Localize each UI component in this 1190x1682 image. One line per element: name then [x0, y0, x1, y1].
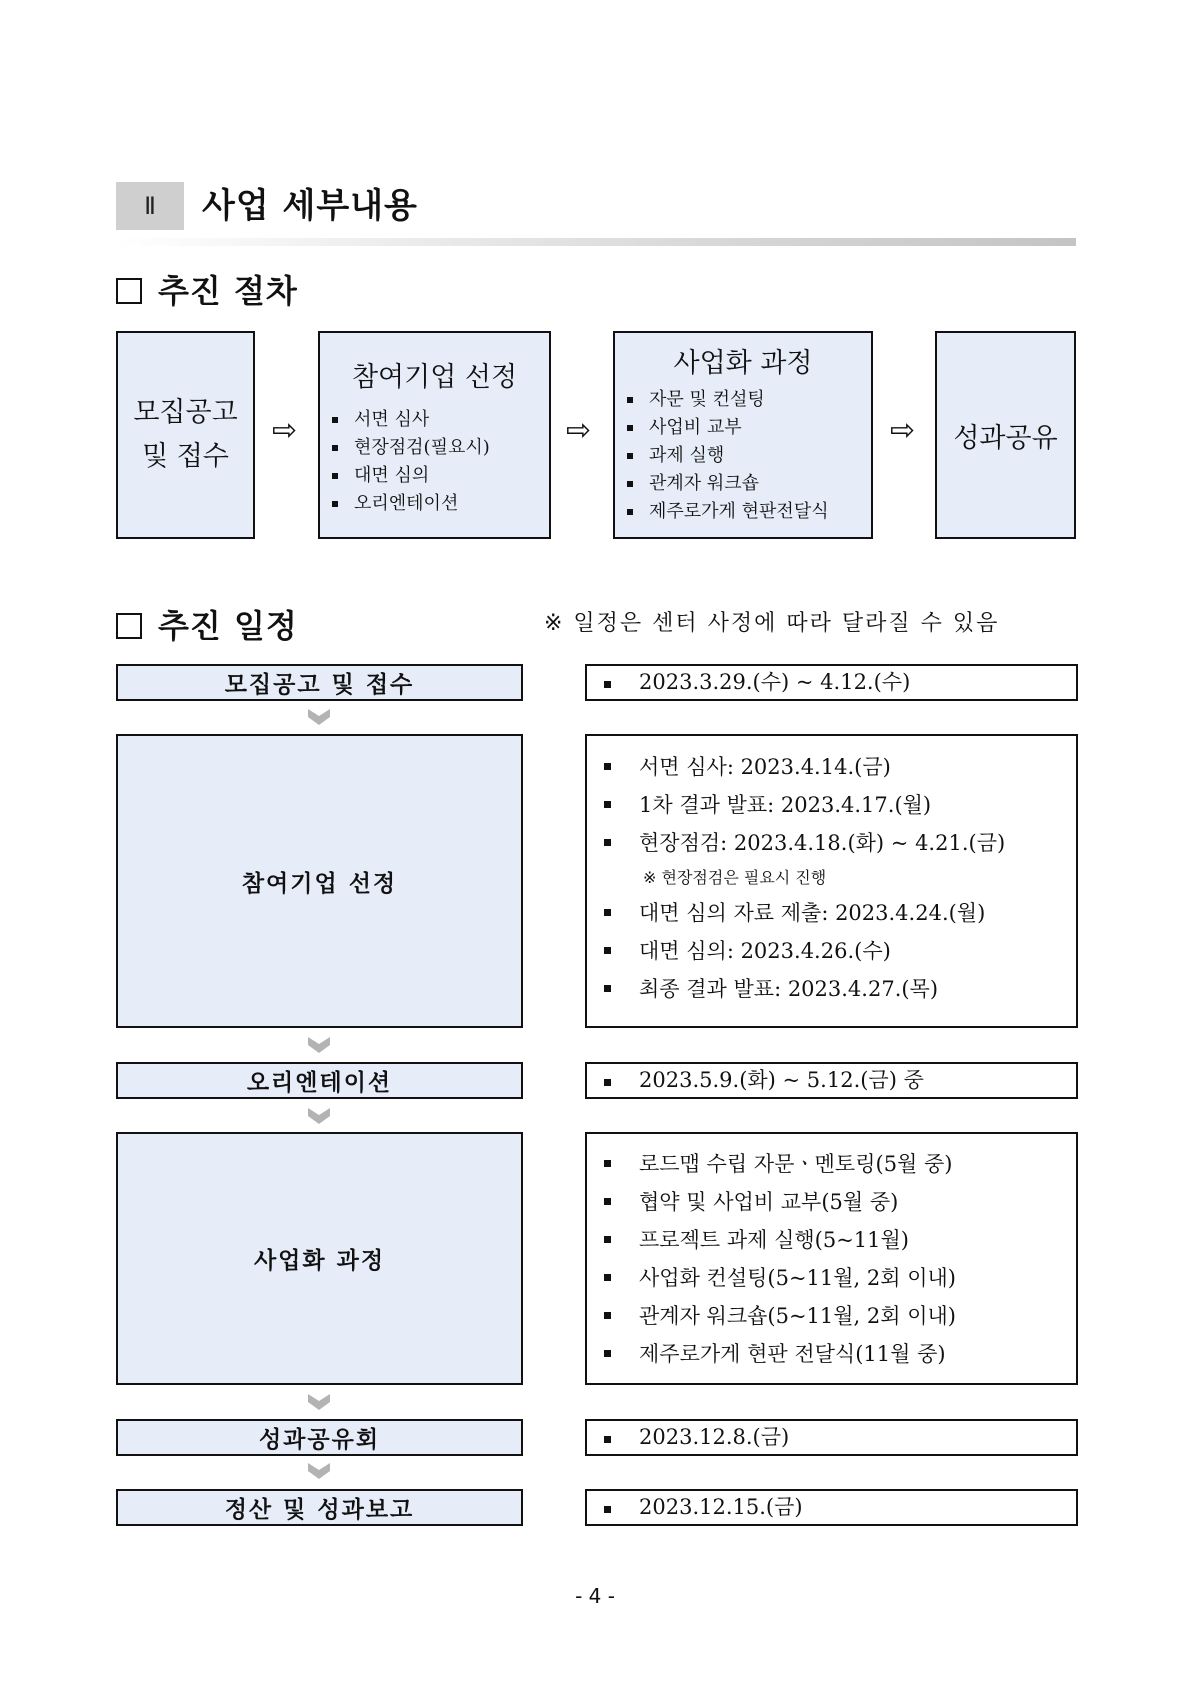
schedule-details	[585, 1419, 1078, 1456]
schedule-details	[585, 1062, 1078, 1099]
right-arrow-icon: ⇨	[566, 413, 592, 448]
list-item: 2023.12.8.(금)	[587, 1421, 1076, 1453]
procedure-step-items	[615, 386, 871, 526]
schedule-details	[585, 1132, 1078, 1385]
list-item: 오리엔테이션	[320, 490, 549, 518]
list-item: 자문 및 컨설팅	[615, 386, 871, 414]
list-item: 프로젝트 과제 실행(5~11월)	[587, 1221, 1076, 1259]
schedule-details	[585, 664, 1078, 701]
checkbox-square-icon	[116, 613, 142, 639]
chevron-down-icon	[307, 1036, 331, 1054]
right-arrow-icon: ⇨	[272, 413, 298, 448]
procedure-step-recruit	[116, 331, 255, 539]
schedule-details	[585, 1489, 1078, 1526]
list-item: 대면 심의 자료 제출: 2023.4.24.(월)	[587, 894, 1076, 932]
schedule-stage: 모집공고 및 접수	[116, 664, 523, 701]
list-item: 사업비 교부	[615, 414, 871, 442]
list-note: ※ 현장점검은 필요시 진행	[643, 868, 827, 887]
section-header	[116, 182, 1076, 252]
procedure-heading-text: 추진 절차	[158, 272, 298, 310]
schedule-stage: 참여기업 선정	[116, 734, 523, 1028]
list-item: 과제 실행	[615, 442, 871, 470]
schedule-heading-text: 추진 일정	[158, 607, 298, 645]
procedure-heading	[116, 266, 298, 312]
chevron-down-icon	[307, 1393, 331, 1411]
procedure-step-items	[320, 406, 549, 518]
chevron-down-icon	[307, 1107, 331, 1125]
list-item: 사업화 컨설팅(5~11월, 2회 이내)	[587, 1259, 1076, 1297]
list-item: 서면 심사	[320, 406, 549, 434]
section-number: Ⅱ	[116, 182, 184, 230]
procedure-step-title: 모집공고 및 접수	[133, 397, 238, 472]
list-item: 현장점검: 2023.4.18.(화) ~ 4.21.(금)	[587, 824, 1076, 862]
procedure-step-title: 참여기업 선정	[351, 362, 518, 393]
schedule-stage: 사업화 과정	[116, 1132, 523, 1385]
chevron-down-icon	[307, 708, 331, 726]
list-item: 2023.3.29.(수) ~ 4.12.(수)	[587, 666, 1076, 698]
chevron-down-icon	[307, 1462, 331, 1480]
schedule-stage: 성과공유회	[116, 1419, 523, 1456]
list-item: 대면 심의: 2023.4.26.(수)	[587, 932, 1076, 970]
procedure-step-sharing	[935, 331, 1076, 539]
schedule-heading	[116, 601, 298, 647]
list-item: 현장점검(필요시)	[320, 434, 549, 462]
checkbox-square-icon	[116, 278, 142, 304]
list-item: 제주로가게 현판전달식	[615, 498, 871, 526]
procedure-step-selection	[318, 331, 551, 539]
list-item: 관계자 워크숍(5~11월, 2회 이내)	[587, 1297, 1076, 1335]
section-rule	[116, 238, 1076, 246]
schedule-stage: 정산 및 성과보고	[116, 1489, 523, 1526]
schedule-stage: 오리엔테이션	[116, 1062, 523, 1099]
list-item: 로드맵 수립 자문ㆍ멘토링(5월 중)	[587, 1145, 1076, 1183]
list-item: 2023.5.9.(화) ~ 5.12.(금) 중	[587, 1064, 1076, 1096]
list-item: 관계자 워크숍	[615, 470, 871, 498]
page-number: - 4 -	[575, 1584, 615, 1608]
list-item: 협약 및 사업비 교부(5월 중)	[587, 1183, 1076, 1221]
list-item: 1차 결과 발표: 2023.4.17.(월)	[587, 786, 1076, 824]
right-arrow-icon: ⇨	[890, 413, 916, 448]
procedure-step-commercialization	[613, 331, 873, 539]
list-item: 대면 심의	[320, 462, 549, 490]
list-item: 최종 결과 발표: 2023.4.27.(목)	[587, 970, 1076, 1008]
list-item: 제주로가게 현판 전달식(11월 중)	[587, 1335, 1076, 1373]
schedule-details	[585, 734, 1078, 1028]
list-item: 서면 심사: 2023.4.14.(금)	[587, 748, 1076, 786]
schedule-note: ※ 일정은 센터 사정에 따라 달라질 수 있음	[544, 611, 1000, 636]
list-item: 2023.12.15.(금)	[587, 1491, 1076, 1523]
procedure-step-title: 성과공유	[953, 422, 1058, 454]
section-title: 사업 세부내용	[202, 186, 418, 226]
procedure-step-title: 사업화 과정	[673, 348, 813, 379]
